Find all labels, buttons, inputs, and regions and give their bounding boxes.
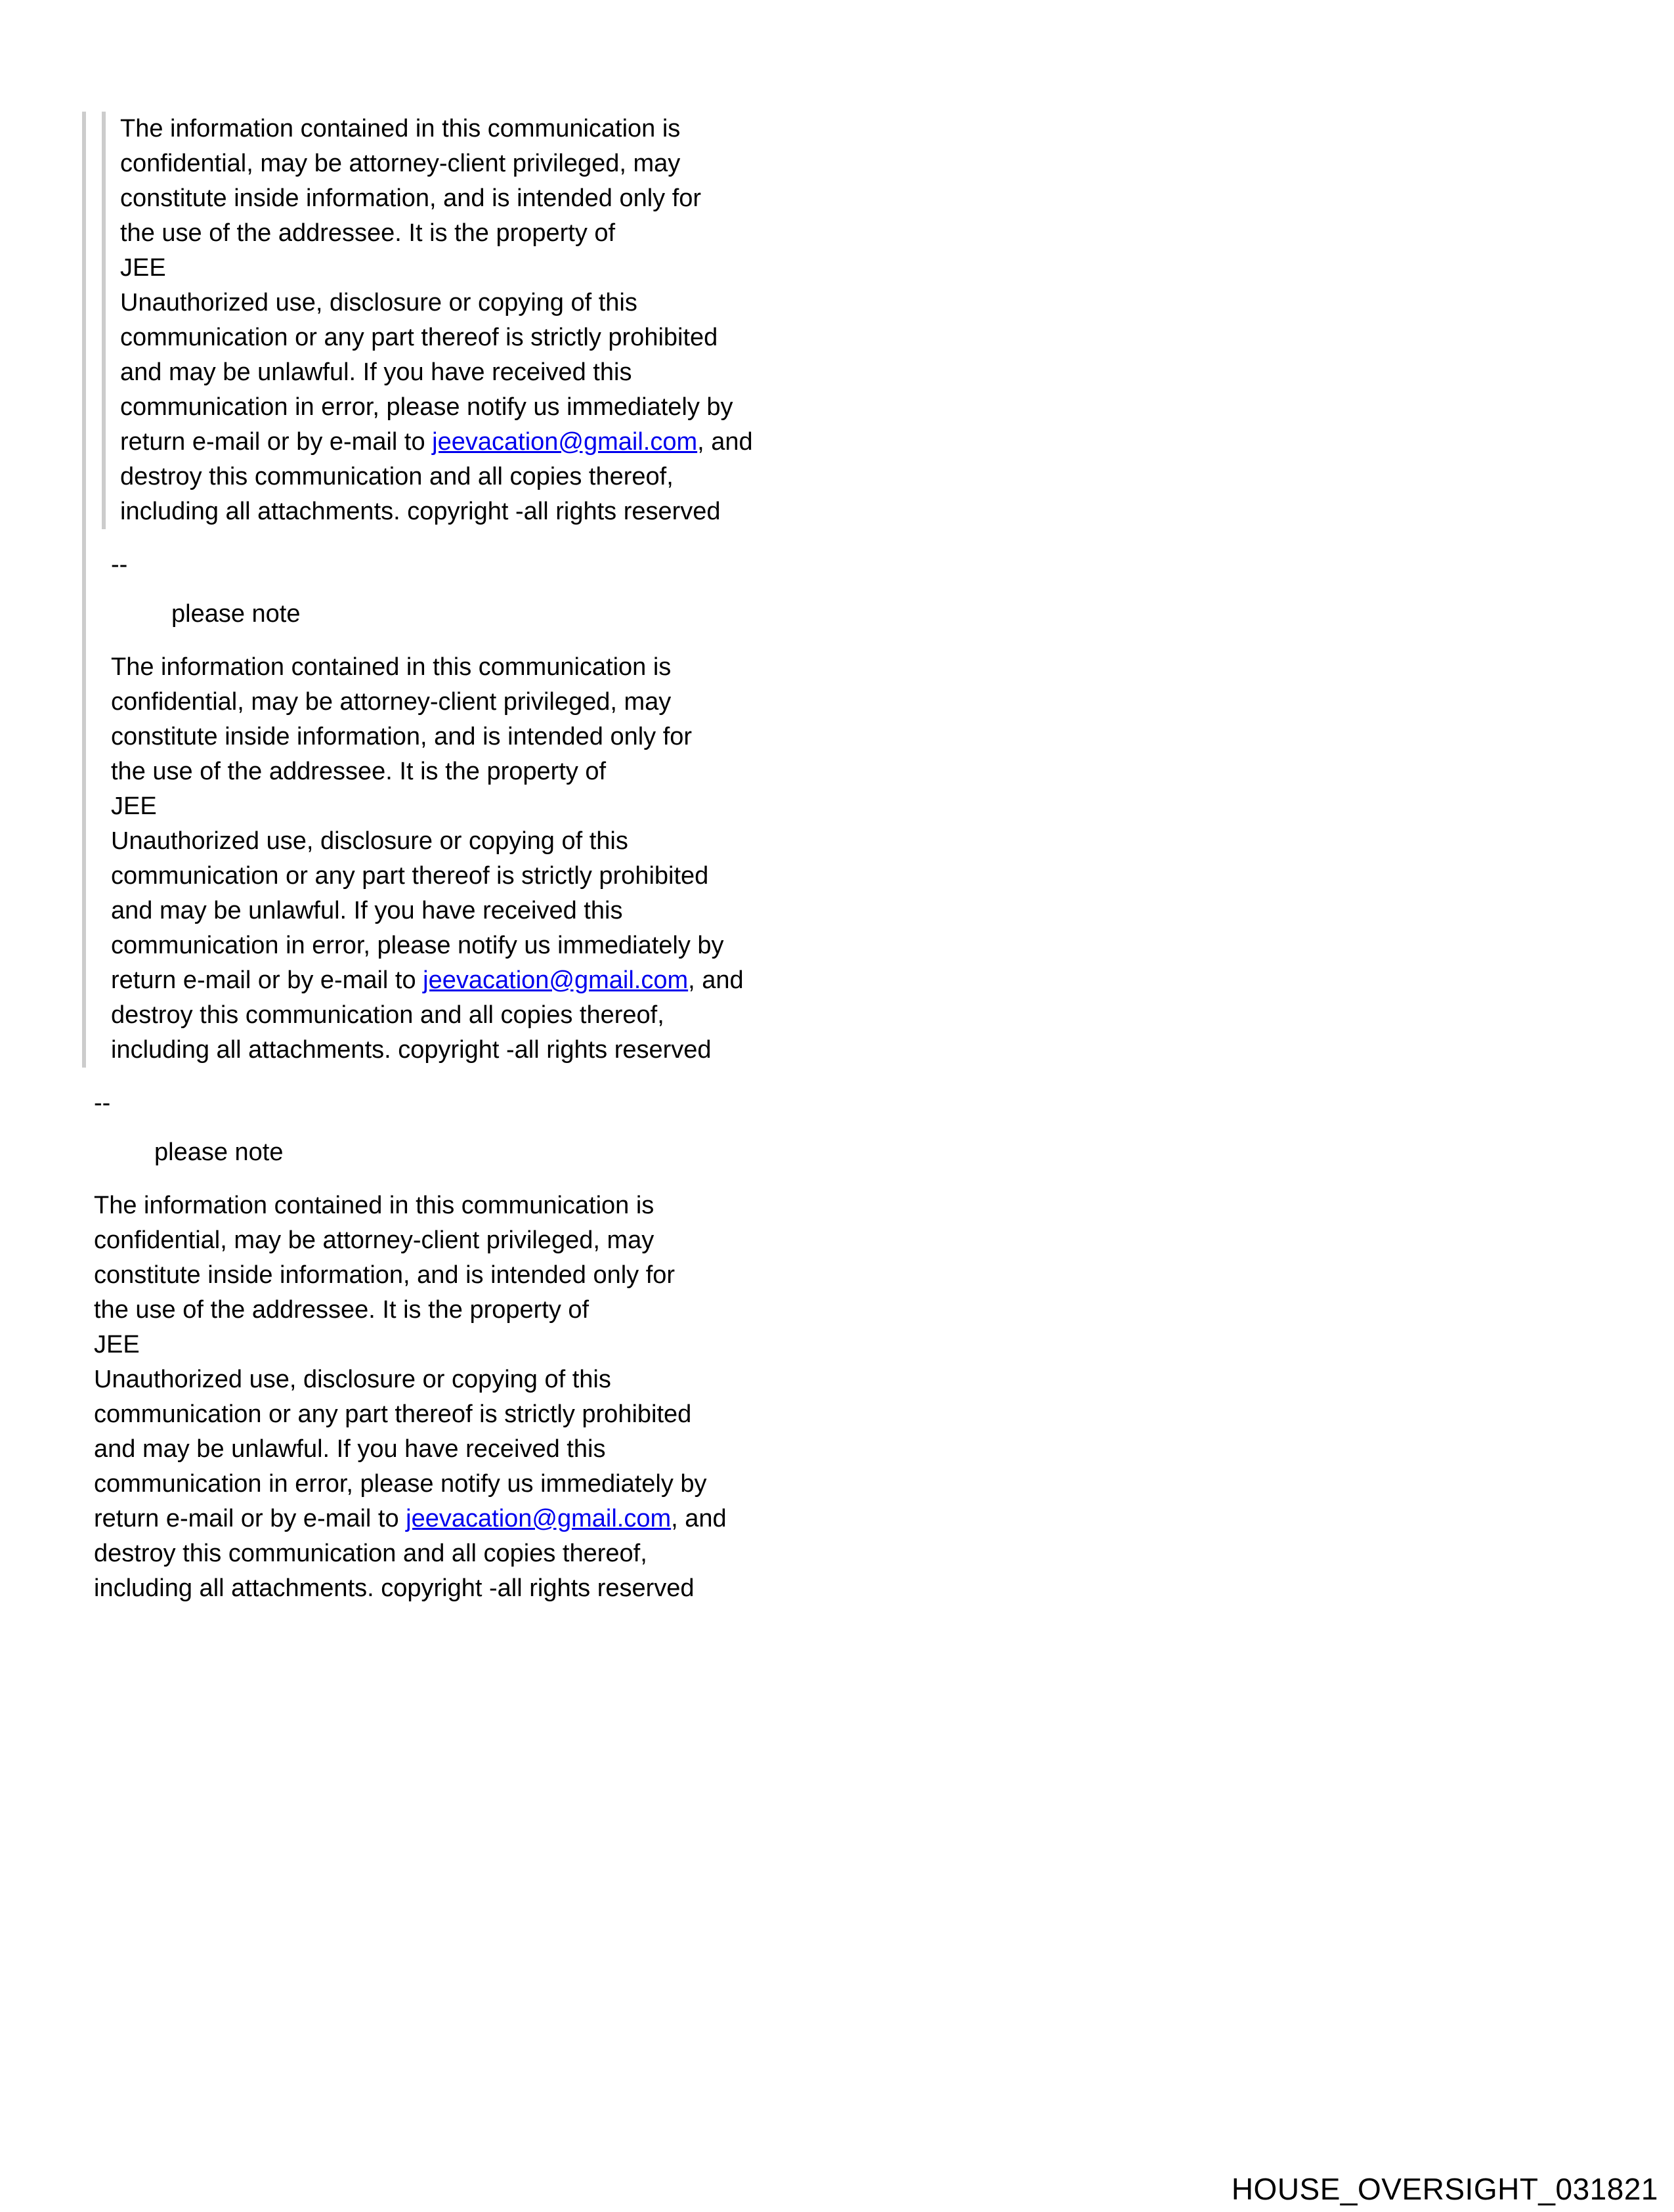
please-note-label: please note: [154, 1139, 284, 1166]
line-text: return e-mail or by e-mail to: [111, 966, 423, 994]
disclaimer-line: confidential, may be attorney-client privileged, may: [111, 688, 672, 716]
line-text: , and: [671, 1505, 727, 1532]
disclaimer-line: constitute inside information, and is intended only for: [111, 723, 693, 750]
disclaimer-line: communication or any part thereof is strictly prohibited: [120, 324, 718, 351]
line-text: return e-mail or by e-mail to: [120, 428, 433, 456]
disclaimer-line: constitute inside information, and is intended only for: [94, 1261, 676, 1289]
disclaimer-line: The information contained in this communication is: [94, 1192, 655, 1219]
disclaimer-line: confidential, may be attorney-client privileged, may: [120, 150, 681, 177]
email-link[interactable]: jeevacation@gmail.com: [406, 1505, 672, 1532]
line-text: , and: [697, 428, 753, 456]
disclaimer-line: JEE: [120, 254, 166, 282]
disclaimer-block-1: [120, 112, 1674, 529]
email-link[interactable]: jeevacation@gmail.com: [423, 966, 689, 994]
disclaimer-block-3: [94, 1188, 1674, 1606]
bates-number: HOUSE_OVERSIGHT_031821: [1231, 2172, 1658, 2206]
disclaimer-line: [94, 1502, 1674, 1536]
disclaimer-line: Unauthorized use, disclosure or copying of this: [94, 1366, 611, 1393]
disclaimer-line: The information contained in this communication is: [111, 653, 672, 681]
disclaimer-line: and may be unlawful. If you have received this: [111, 897, 623, 924]
line-text: return e-mail or by e-mail to: [94, 1505, 406, 1532]
disclaimer-line: the use of the addressee. It is the property of: [120, 219, 616, 247]
disclaimer-line: communication in error, please notify us immediately by: [111, 932, 724, 959]
disclaimer-line: destroy this communication and all copies thereof,: [120, 463, 674, 490]
disclaimer-line: constitute inside information, and is intended only for: [120, 184, 702, 212]
please-note-label: please note: [171, 600, 301, 628]
quoted-block-level-2: [102, 112, 1674, 529]
disclaimer-line: including all attachments. copyright -all rights reserved: [94, 1574, 695, 1602]
disclaimer-line: [111, 963, 1674, 998]
signature-separator: --: [94, 1089, 111, 1117]
disclaimer-line: confidential, may be attorney-client privileged, may: [94, 1226, 655, 1254]
signature-separator: --: [111, 551, 128, 578]
email-link[interactable]: jeevacation@gmail.com: [432, 428, 698, 456]
disclaimer-line: destroy this communication and all copies thereof,: [111, 1001, 664, 1029]
disclaimer-line: JEE: [111, 792, 157, 820]
disclaimer-block-2: [111, 650, 1674, 1068]
disclaimer-line: communication in error, please notify us immediately by: [120, 393, 733, 421]
disclaimer-line: and may be unlawful. If you have received this: [94, 1435, 606, 1463]
disclaimer-line: communication or any part thereof is strictly prohibited: [111, 862, 709, 890]
disclaimer-line: Unauthorized use, disclosure or copying of this: [111, 827, 628, 855]
disclaimer-line: including all attachments. copyright -all rights reserved: [111, 1036, 712, 1064]
disclaimer-line: the use of the addressee. It is the property of: [111, 758, 607, 785]
disclaimer-line: communication or any part thereof is strictly prohibited: [94, 1400, 692, 1428]
disclaimer-line: and may be unlawful. If you have received this: [120, 358, 632, 386]
disclaimer-line: Unauthorized use, disclosure or copying of this: [120, 289, 637, 316]
disclaimer-line: the use of the addressee. It is the property of: [94, 1296, 590, 1324]
disclaimer-line: including all attachments. copyright -all rights reserved: [120, 498, 721, 525]
quoted-block-level-1: [82, 112, 1674, 1068]
disclaimer-line: [120, 425, 1674, 460]
disclaimer-line: JEE: [94, 1331, 140, 1358]
disclaimer-line: The information contained in this communication is: [120, 115, 681, 142]
line-text: , and: [688, 966, 744, 994]
disclaimer-line: communication in error, please notify us immediately by: [94, 1470, 707, 1498]
disclaimer-line: destroy this communication and all copies thereof,: [94, 1540, 647, 1567]
